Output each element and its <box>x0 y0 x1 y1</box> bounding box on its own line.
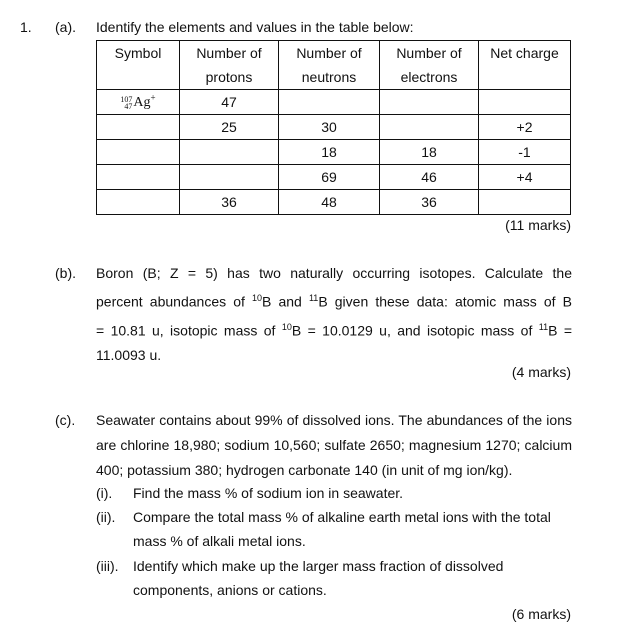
header-protons: Number of protons <box>180 41 279 90</box>
table-cell: 25 <box>180 115 279 140</box>
table-cell <box>479 90 571 115</box>
part-b-marks: (4 marks) <box>511 364 571 380</box>
part-a-label: (a). <box>55 19 76 35</box>
part-c-label: (c). <box>55 412 76 428</box>
header-neutrons: Number of neutrons <box>279 41 380 90</box>
table-row <box>97 140 571 165</box>
elements-table <box>96 40 571 215</box>
table-header-row <box>97 41 571 90</box>
table-cell <box>97 190 180 215</box>
table-row <box>97 115 571 140</box>
table-cell: 46 <box>380 165 479 190</box>
part-b-label: (b). <box>55 265 76 281</box>
silver-ion-symbol: 107 47Ag+ <box>120 92 156 112</box>
header-symbol: Symbol <box>97 41 180 90</box>
symbol-cell <box>97 90 180 115</box>
table-cell: -1 <box>479 140 571 165</box>
table-cell <box>380 90 479 115</box>
table-cell <box>180 165 279 190</box>
table-cell: 69 <box>279 165 380 190</box>
table-cell <box>97 115 180 140</box>
part-b-line: Boron (B; Z = 5) has two naturally occurring isotopes. Calculate the <box>96 265 572 281</box>
table-cell <box>279 90 380 115</box>
table-cell <box>97 140 180 165</box>
sub-iii-label: (iii). <box>96 558 119 574</box>
table-cell: 47 <box>180 90 279 115</box>
table-cell: 48 <box>279 190 380 215</box>
part-c-line: are chlorine 18,980; sodium 10,560; sulfate 2650; magnesium 1270; calcium <box>96 437 572 453</box>
table-row <box>97 190 571 215</box>
table-cell <box>380 115 479 140</box>
sub-ii-text: Compare the total mass % of alkaline earth metal ions with the total mass % of alkali metal ions. <box>133 509 551 549</box>
part-b-line: percent abundances of $^{10}$B and $^{11}$B given these data: atomic mass of B <box>96 293 572 310</box>
table-cell: 18 <box>380 140 479 165</box>
table-cell: +2 <box>479 115 571 140</box>
table-row <box>97 165 571 190</box>
table-row <box>97 90 571 115</box>
part-c-line: Seawater contains about 99% of dissolved ions. The abundances of the ions <box>96 412 572 428</box>
sub-iii-text: Identify which make up the larger mass fraction of dissolved components, anions or cations. <box>133 558 504 598</box>
table-cell: 30 <box>279 115 380 140</box>
sub-i-text: Find the mass % of sodium ion in seawater. <box>133 485 404 501</box>
part-c-marks: (6 marks) <box>511 606 571 622</box>
part-b-text <box>96 261 572 368</box>
part-a-prompt: Identify the elements and values in the table below: <box>96 19 414 35</box>
table-cell <box>97 165 180 190</box>
part-c-line: 400; potassium 380; hydrogen carbonate 140 (in unit of mg ion/kg). <box>96 462 513 478</box>
header-net-charge: Net charge <box>479 41 571 90</box>
table-cell: +4 <box>479 165 571 190</box>
part-c-intro <box>96 408 572 483</box>
table-cell <box>180 140 279 165</box>
sub-i-label: (i). <box>96 485 113 501</box>
table-cell: 36 <box>180 190 279 215</box>
part-a-marks: (11 marks) <box>505 217 571 233</box>
part-b-line: 11.0093 u. <box>96 347 162 364</box>
table-cell <box>479 190 571 215</box>
question-number: 1. <box>20 19 32 35</box>
sub-ii-label: (ii). <box>96 509 116 525</box>
part-b-line: = 10.81 u, isotopic mass of $^{10}$B = 10.0129 u, and isotopic mass of $^{11}$B = <box>96 321 572 339</box>
table-cell: 18 <box>279 140 380 165</box>
header-electrons: Number of electrons <box>380 41 479 90</box>
table-cell: 36 <box>380 190 479 215</box>
